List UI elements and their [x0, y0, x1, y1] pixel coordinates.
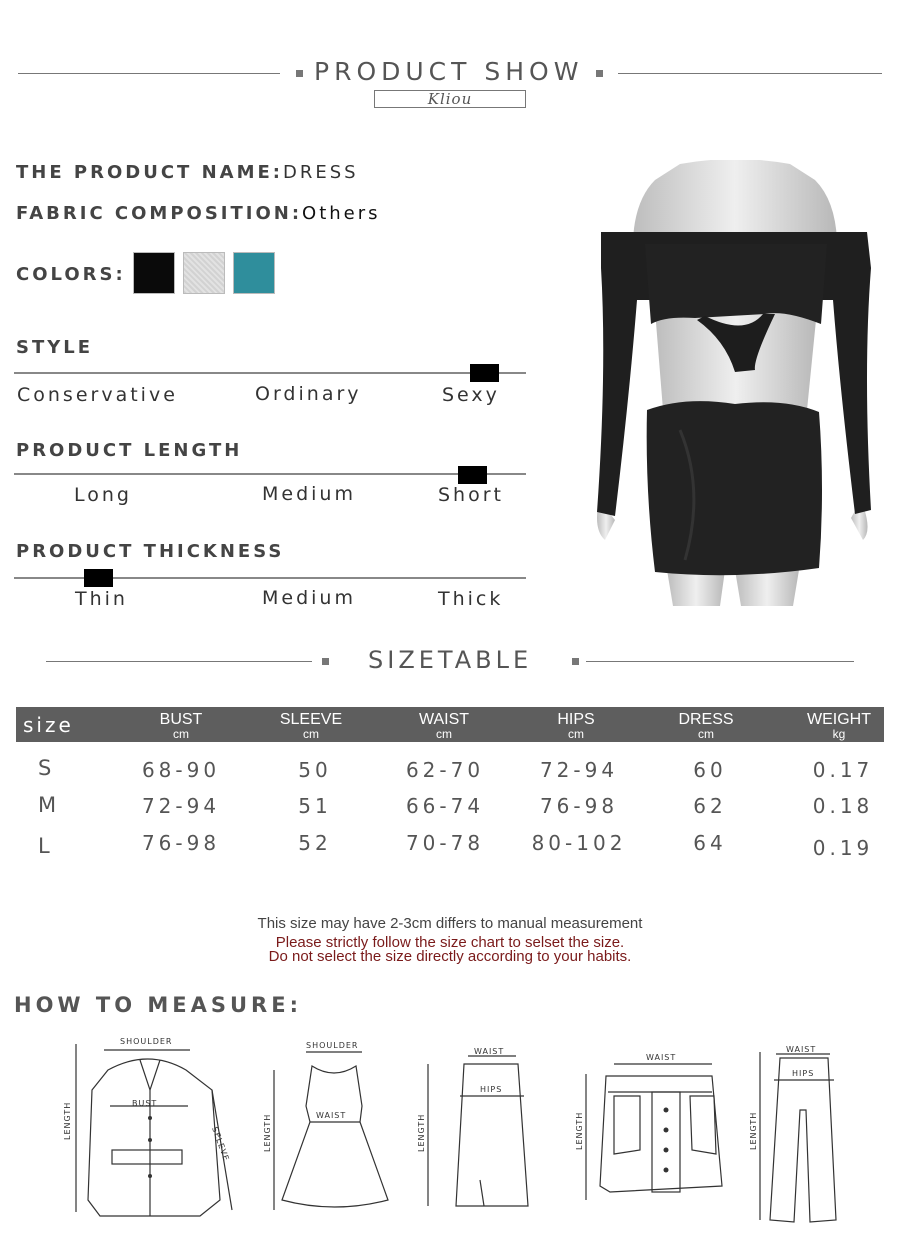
column-header-waist: WAIST cm	[418, 711, 470, 741]
cell-hips: 76-98	[539, 794, 619, 818]
cell-sleeve: 51	[298, 794, 332, 818]
note-follow-chart: Please strictly follow the size chart to selset the size.	[275, 934, 625, 951]
length-option-long: Long	[74, 484, 132, 506]
product-photo	[585, 160, 885, 606]
header-dot-left	[296, 70, 303, 77]
cell-bust: 76-98	[141, 831, 221, 855]
label-waist-pants: WAIST	[786, 1045, 817, 1054]
cell-waist: 62-70	[405, 758, 485, 782]
label-length-dress: LENGTH	[263, 1113, 272, 1152]
how-to-measure-title: HOW TO MEASURE:	[14, 993, 302, 1017]
column-header-size: size	[23, 713, 74, 737]
product-name-value: DRESS	[282, 162, 359, 183]
fabric-value: Others	[302, 203, 381, 224]
page-title: PRODUCT SHOW	[314, 57, 584, 86]
row-size: M	[38, 793, 57, 817]
size-table-header	[16, 707, 884, 742]
label-selve: SELEVE	[210, 1125, 231, 1163]
column-header-dress: DRESS cm	[678, 711, 734, 741]
cell-dress: 64	[693, 831, 727, 855]
note-habits: Do not select the size directly according to your habits.	[268, 948, 632, 965]
style-label: STYLE	[16, 337, 94, 358]
sizetable-dot-right	[572, 658, 579, 665]
header-rule-right	[618, 73, 882, 74]
header-rule-left	[18, 73, 280, 74]
sizetable-rule-right	[586, 661, 854, 662]
cell-hips: 72-94	[539, 758, 619, 782]
cell-weight: 0.17	[812, 758, 874, 782]
cell-bust: 68-90	[141, 758, 221, 782]
length-option-medium: Medium	[262, 483, 356, 505]
label-waist-skirt: WAIST	[474, 1047, 505, 1056]
cell-waist: 70-78	[405, 831, 485, 855]
column-header-bust: BUST cm	[159, 711, 203, 741]
cell-weight: 0.18	[812, 794, 874, 818]
label-length-jacket: LENGTH	[63, 1101, 72, 1140]
style-option-conservative: Conservative	[17, 384, 178, 406]
length-scale-line	[14, 473, 526, 475]
style-scale-line	[14, 372, 526, 374]
thickness-option-thick: Thick	[438, 588, 504, 610]
color-swatch-teal[interactable]	[233, 252, 275, 294]
label-hips-skirt: HIPS	[480, 1085, 503, 1094]
color-swatch-gray[interactable]	[183, 252, 225, 294]
label-bust: BUST	[132, 1099, 158, 1108]
cell-weight: 0.19	[812, 836, 874, 860]
cell-dress: 62	[693, 794, 727, 818]
row-size: S	[38, 756, 52, 780]
cell-bust: 72-94	[141, 794, 221, 818]
thickness-marker	[84, 569, 113, 587]
product-name-label: THE PRODUCT NAME:	[16, 162, 283, 183]
length-label: PRODUCT LENGTH	[16, 440, 243, 461]
cell-sleeve: 52	[298, 831, 332, 855]
label-length-shorts: LENGTH	[575, 1111, 584, 1150]
cell-dress: 60	[693, 758, 727, 782]
style-option-sexy: Sexy	[442, 384, 500, 406]
thickness-option-thin: Thin	[75, 588, 128, 610]
label-shoulder-jacket: SHOULDER	[120, 1037, 173, 1046]
label-shoulder-dress: SHOULDER	[306, 1041, 359, 1050]
header-dot-right	[596, 70, 603, 77]
sizetable-title: SIZETABLE	[368, 646, 533, 674]
sizetable-dot-left	[322, 658, 329, 665]
label-hips-pants: HIPS	[792, 1069, 815, 1078]
measure-diagrams	[0, 1030, 900, 1230]
label-waist-dress: WAIST	[316, 1111, 347, 1120]
row-size: L	[38, 834, 50, 858]
cell-waist: 66-74	[405, 794, 485, 818]
style-marker	[470, 364, 499, 382]
colors-label: COLORS:	[16, 264, 126, 285]
label-length-skirt: LENGTH	[417, 1113, 426, 1152]
brand-logo: Kliou	[374, 90, 526, 108]
length-option-short: Short	[438, 484, 504, 506]
thickness-option-medium: Medium	[262, 587, 356, 609]
product-name-row	[16, 162, 359, 183]
cell-hips: 80-102	[531, 831, 627, 855]
column-header-sleeve: SLEEVE cm	[279, 711, 343, 741]
sizetable-rule-left	[46, 661, 312, 662]
note-measurement: This size may have 2-3cm differs to manual measurement	[257, 915, 643, 932]
column-header-weight: WEIGHT kg	[807, 711, 871, 741]
label-length-pants: LENGTH	[749, 1111, 758, 1150]
column-header-hips: HIPS cm	[557, 711, 595, 741]
fabric-row	[16, 203, 381, 224]
label-waist-shorts: WAIST	[646, 1053, 677, 1062]
fabric-label: FABRIC COMPOSITION:	[16, 203, 303, 224]
style-option-ordinary: Ordinary	[255, 383, 362, 405]
color-swatch-black[interactable]	[133, 252, 175, 294]
cell-sleeve: 50	[298, 758, 332, 782]
length-marker	[458, 466, 487, 484]
thickness-label: PRODUCT THICKNESS	[16, 541, 285, 562]
